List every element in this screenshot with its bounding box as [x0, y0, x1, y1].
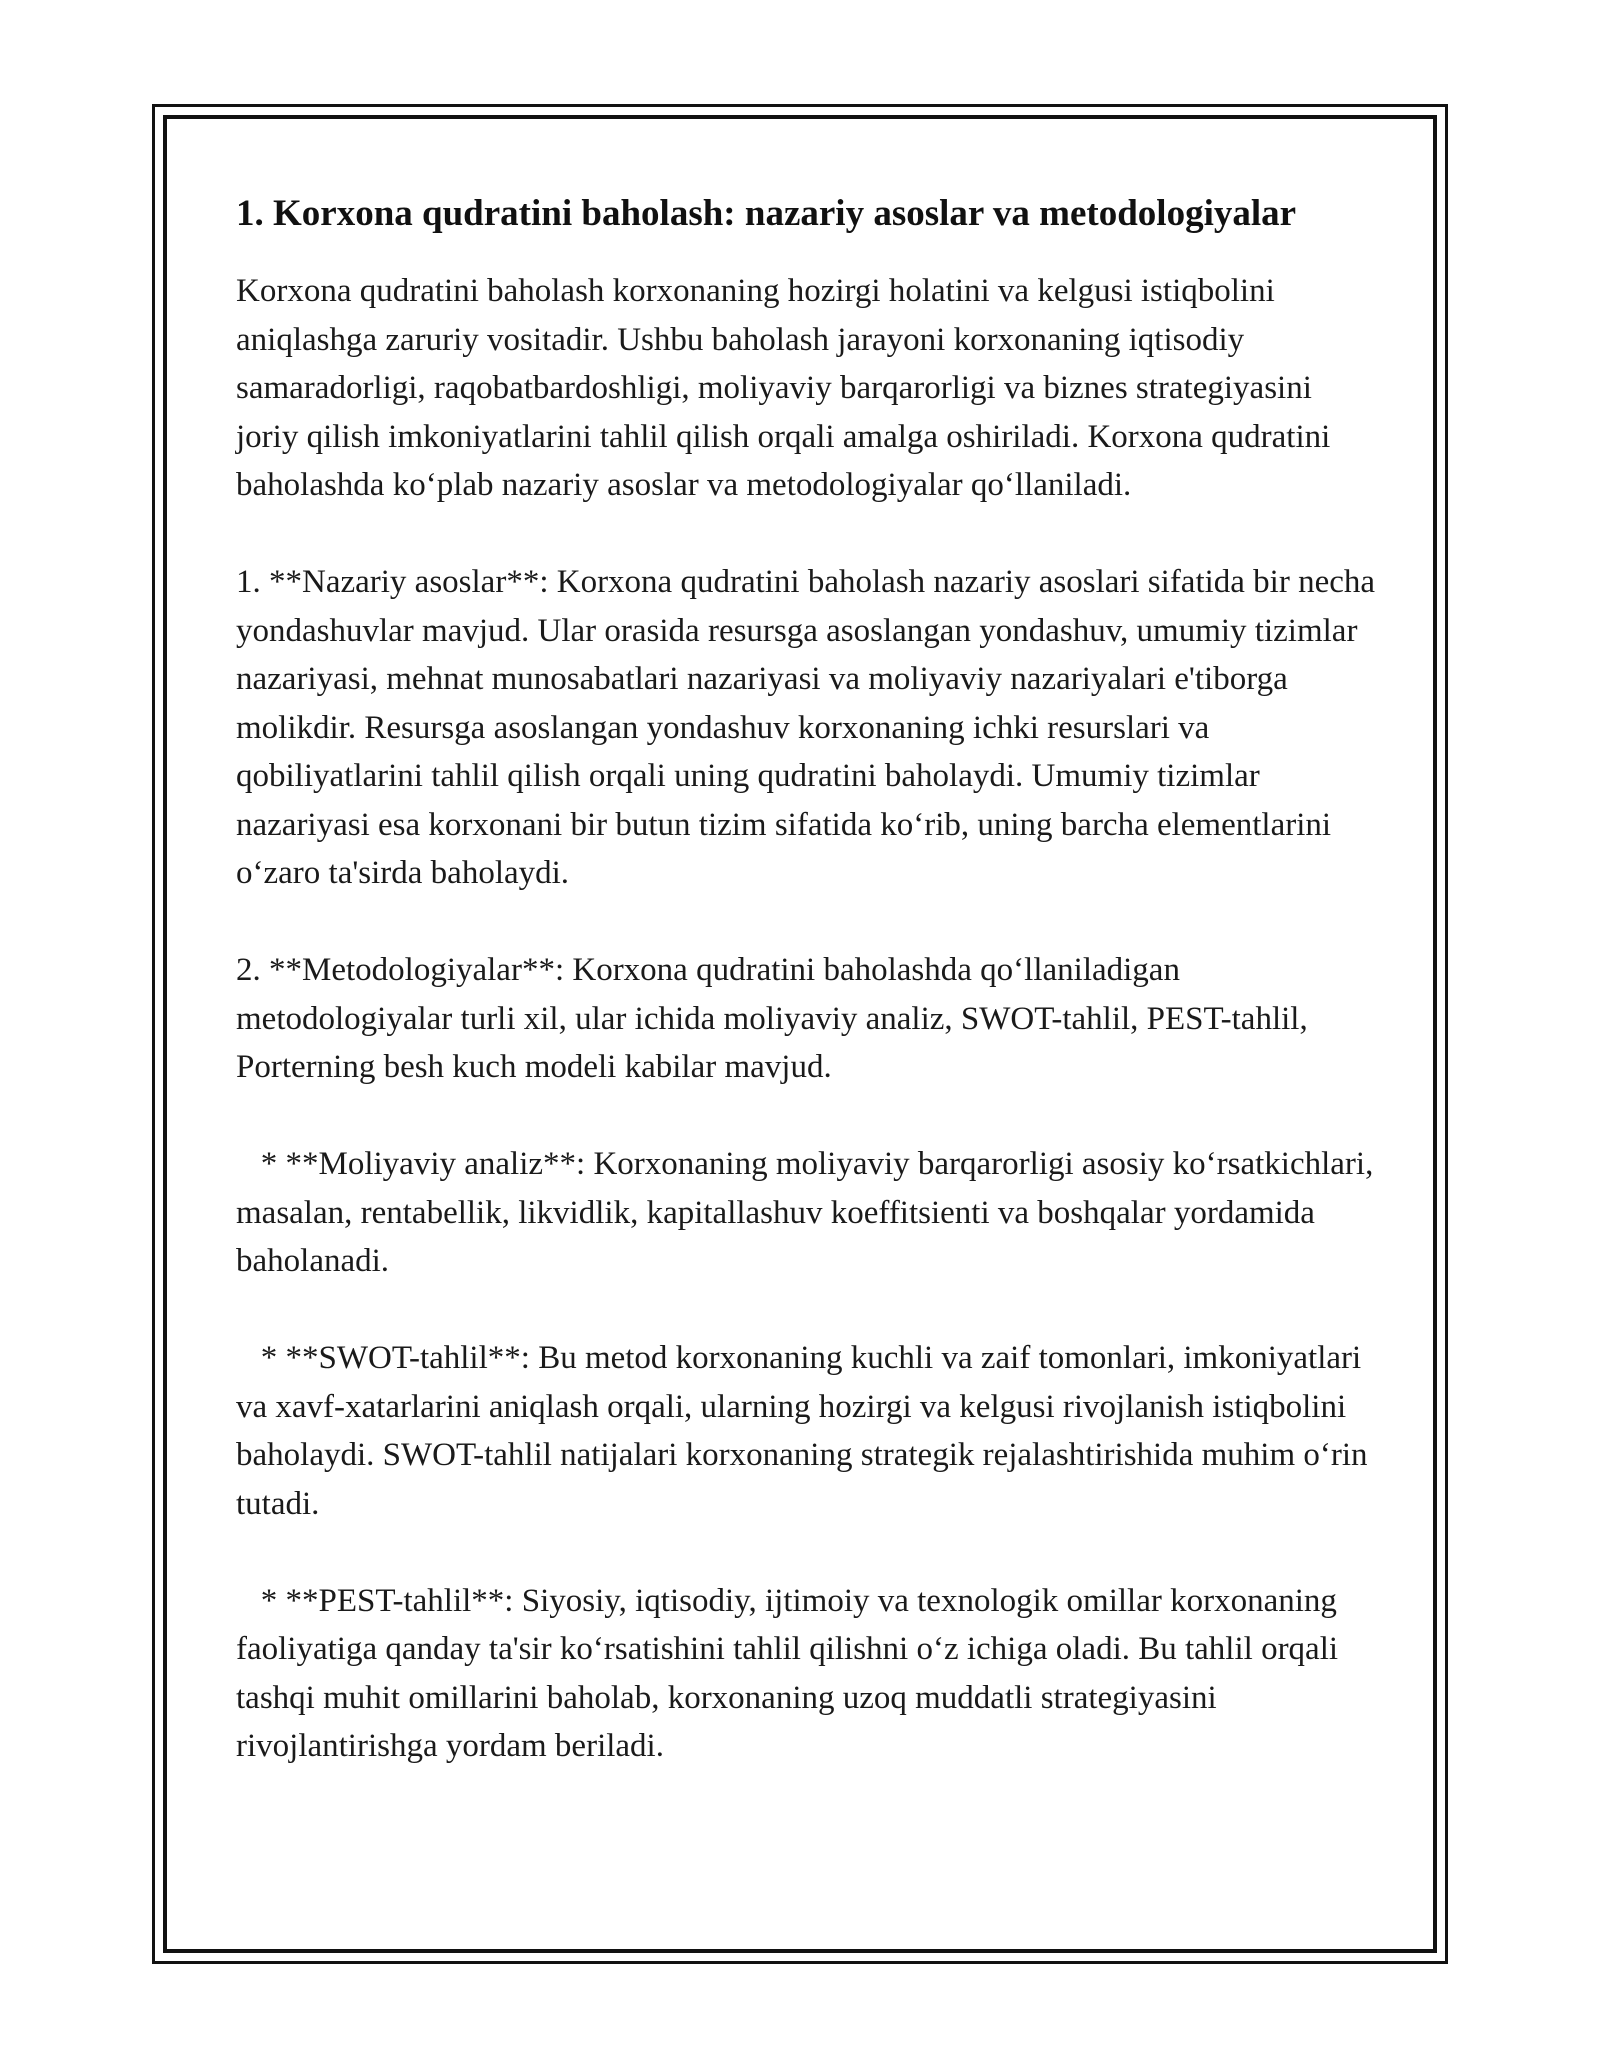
- paragraph-nazariy-asoslar: 1. **Nazariy asoslar**: Korxona qudratini baholash nazariy asoslari sifatida bir necha yondashuvlar mavjud. Ular orasida resursga asoslangan yondashuv, umumiy tizimlar nazariyasi, mehnat munosabatlari nazariyasi va moliyaviy nazariyalari e'tiborga molikdir. Resursga asoslangan yondashuv korxonaning ichki resurslari va qobiliyatlarini tahlil qilish orqali uning qudratini baholaydi. Umumiy tizimlar nazariyasi esa korxonani bir butun tizim sifatida ko‘rib, uning barcha elementlarini o‘zaro ta'sirda baholaydi.: [236, 564, 1384, 891]
- paragraph-spacer: [236, 1286, 1376, 1335]
- section-heading: 1. Korxona qudratini baholash: nazariy asoslar va metodologiyalar: [236, 193, 1297, 234]
- paragraph-intro: Korxona qudratini baholash korxonaning hozirgi holatini va kelgusi istiqbolini aniqlashga zaruriy vositadir. Ushbu baholash jarayoni korxonaning iqtisodiy samaradorligi, raqobatbardoshligi, moliyaviy barqarorligi va biznes strategiyasini joriy qilish imkoniyatlarini tahlil qilish orqali amalga oshiriladi. Korxona qudratini baholashda ko‘plab nazariy asoslar va metodologiyalar qo‘llaniladi.: [236, 273, 1339, 503]
- paragraph-spacer: [236, 898, 1376, 947]
- list-item-pest-tahlil: * **PEST-tahlil**: Siyosiy, iqtisodiy, ijtimoiy va texnologik omillar korxonaning faoliyatiga qanday ta'sir ko‘rsatishini tahlil qilishni o‘z ichiga oladi. Bu tahlil orqali tashqi muhit omillarini baholab, korxonaning uzoq muddatli strategiyasini rivojlantirishga yordam beriladi.: [236, 1582, 1347, 1764]
- list-item-moliyaviy-analiz: * **Moliyaviy analiz**: Korxonaning moliyaviy barqarorligi asosiy ko‘rsatkichlari, masalan, rentabellik, likvidlik, kapitallashuv koeffitsienti va boshqalar yordamida baholanadi.: [236, 1146, 1382, 1279]
- document-body: [236, 186, 1384, 1771]
- paragraph-metodologiyalar: 2. **Metodologiyalar**: Korxona qudratini baholashda qo‘llaniladigan metodologiyalar turli xil, ular ichida moliyaviy analiz, SWOT-tahlil, PEST-tahlil, Porterning besh kuch modeli kabilar mavjud.: [236, 952, 1316, 1085]
- paragraph-spacer: [236, 1092, 1376, 1141]
- paragraph-spacer: [236, 1528, 1376, 1577]
- list-item-swot-tahlil: * **SWOT-tahlil**: Bu metod korxonaning kuchli va zaif tomonlari, imkoniyatlari va xavf-xatarlarini aniqlash orqali, ularning hozirgi va kelgusi rivojlanish istiqbolini baholaydi. SWOT-tahlil natijalari korxonaning strategik rejalashtirishida muhim o‘rin tutadi.: [236, 1340, 1376, 1522]
- paragraph-spacer: [236, 510, 1376, 559]
